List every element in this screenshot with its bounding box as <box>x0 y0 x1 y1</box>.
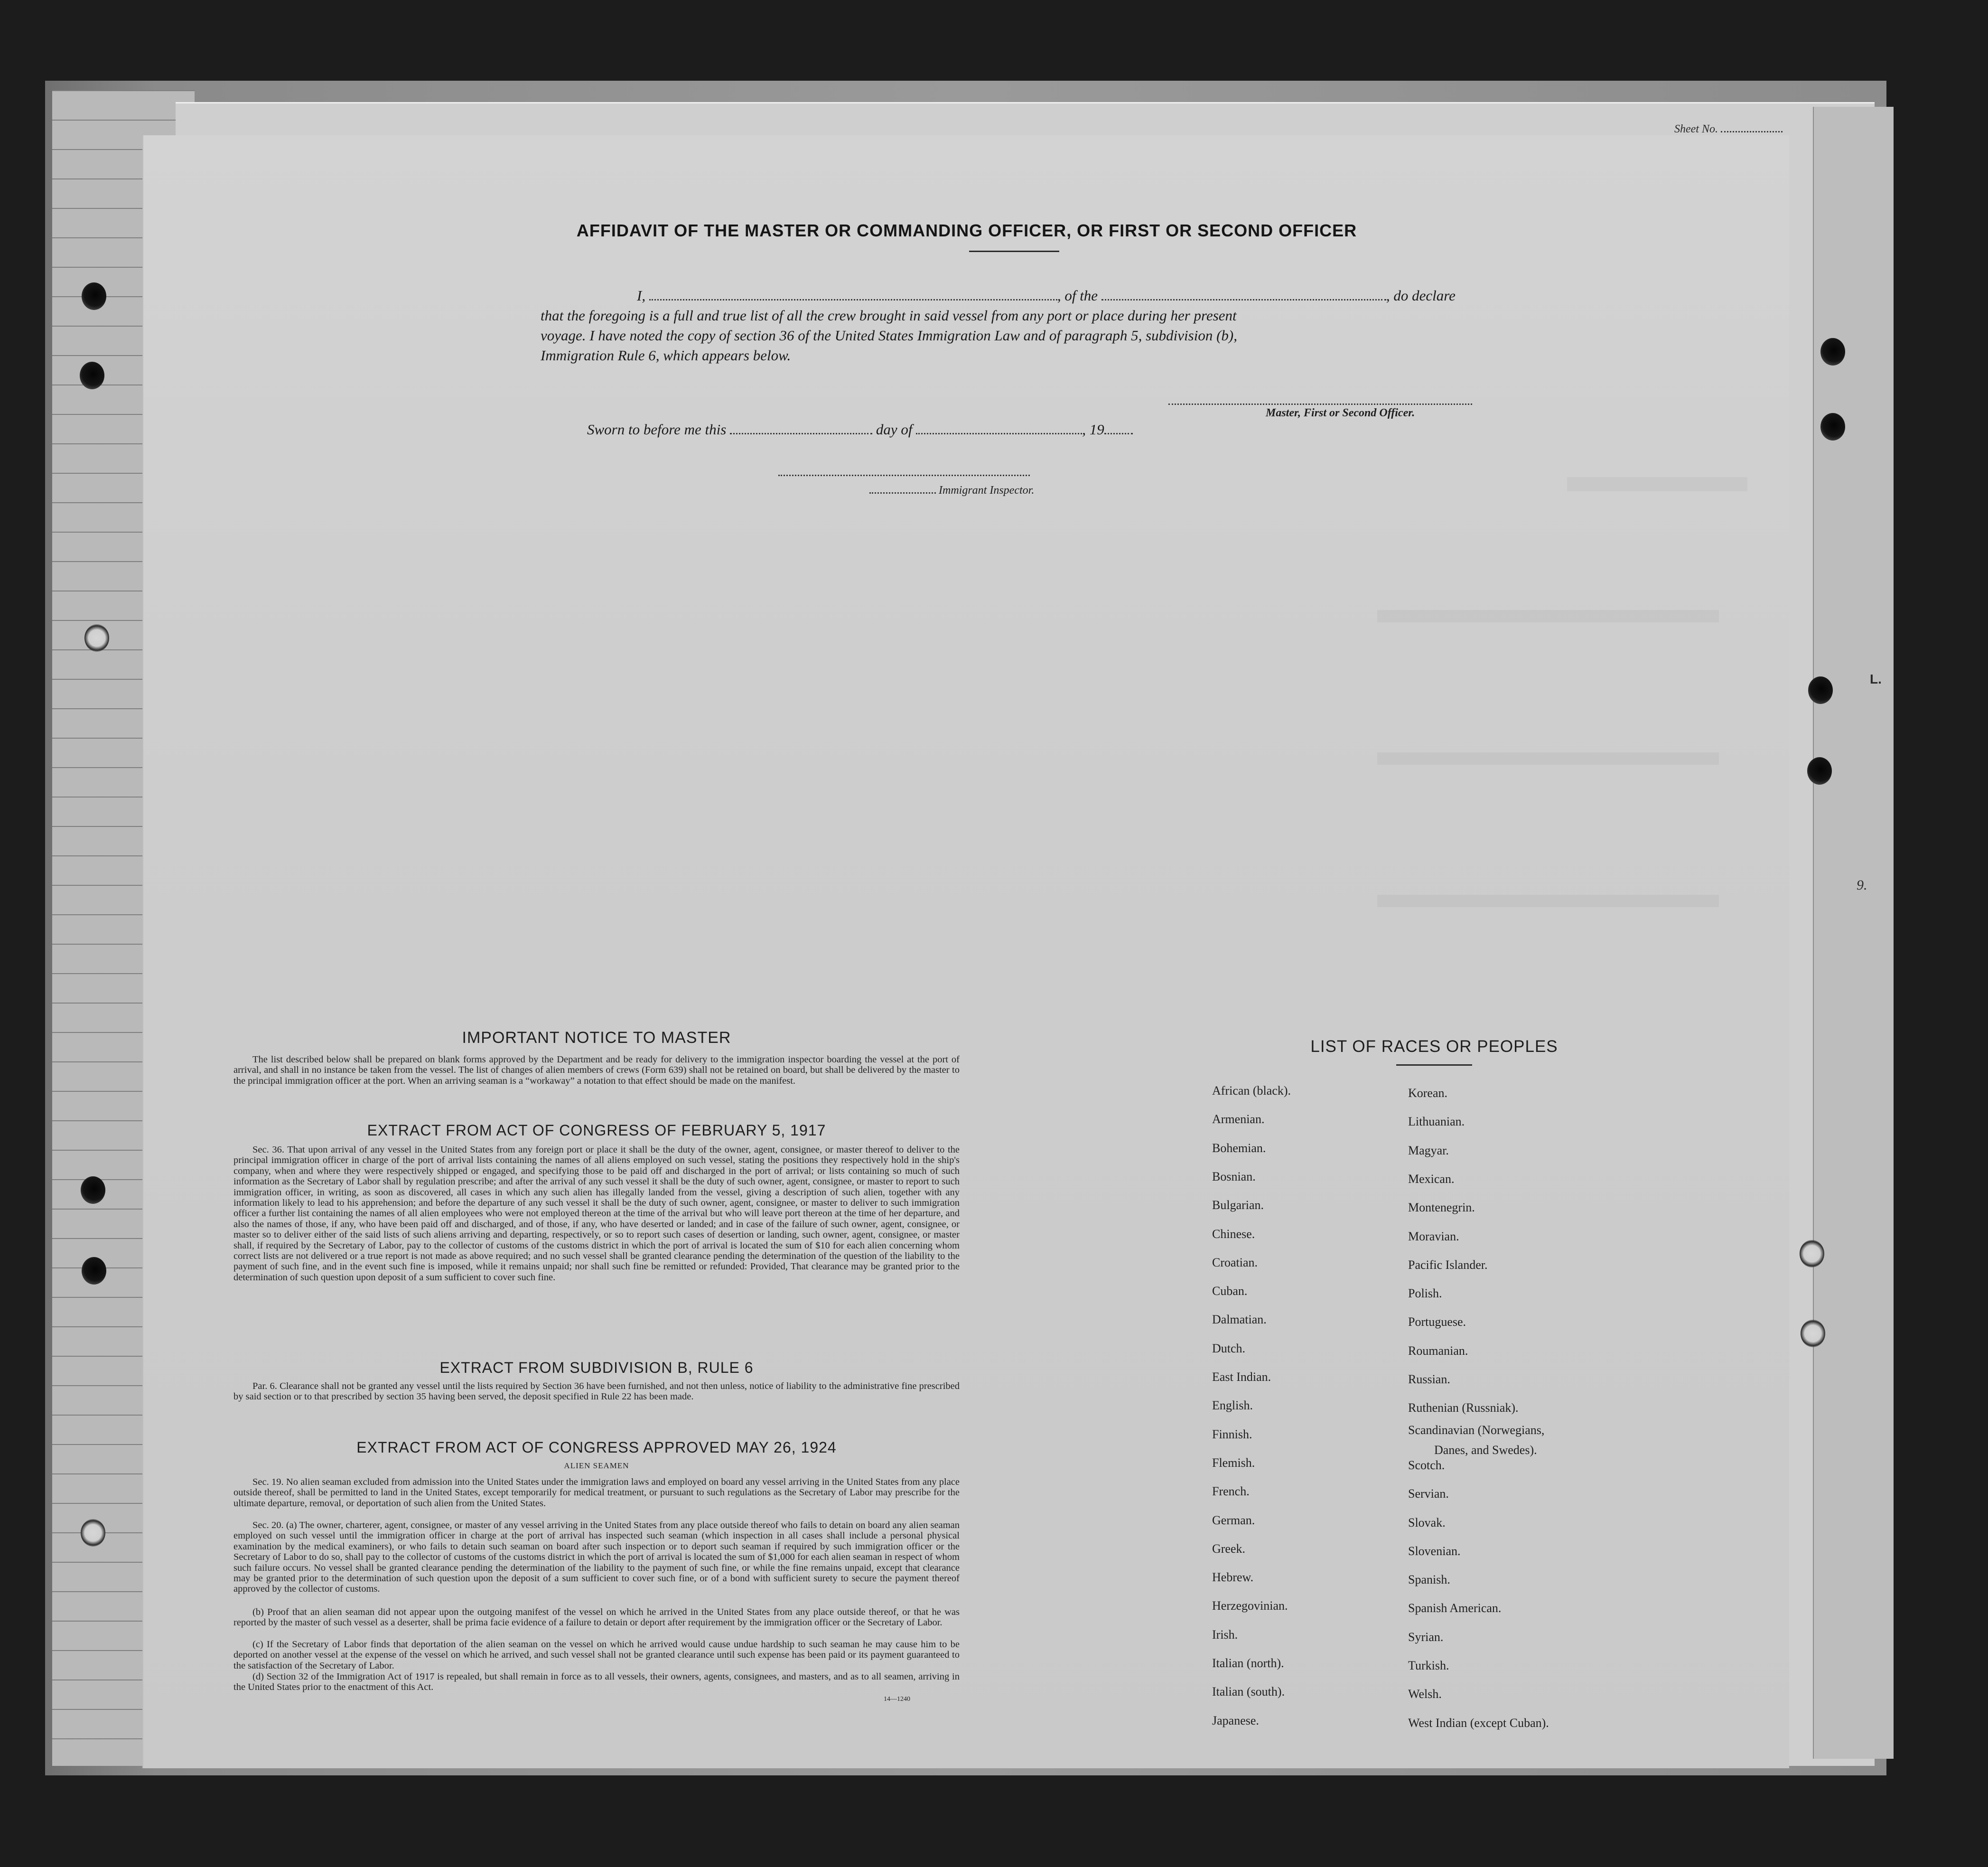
affidavit-line-2: that the foregoing is a full and true list of all the crew brought in said vessel from any port or place during her present <box>541 307 1237 324</box>
race-item: Croatian. <box>1212 1255 1258 1269</box>
extract-1917-title: EXTRACT FROM ACT OF CONGRESS OF FEBRUARY 5, 1917 <box>367 1122 826 1139</box>
race-item: Irish. <box>1212 1627 1238 1642</box>
race-item: Flemish. <box>1212 1455 1255 1470</box>
races-title: LIST OF RACES OR PEOPLES <box>1310 1037 1558 1056</box>
race-item: Portuguese. <box>1408 1315 1466 1329</box>
sheet-number-label: Sheet No. <box>1674 122 1783 136</box>
form-sheet <box>142 135 1789 1768</box>
race-item: Greek. <box>1212 1541 1246 1556</box>
punch-hole <box>82 1257 106 1285</box>
affidavit-line-4: Immigration Rule 6, which appears below. <box>541 347 791 364</box>
title-rule <box>969 251 1059 252</box>
race-item: Bohemian. <box>1212 1141 1266 1155</box>
punch-hole <box>1801 1320 1825 1347</box>
race-item: Italian (south). <box>1212 1685 1285 1699</box>
race-item: Pacific Islander. <box>1408 1257 1488 1272</box>
race-item: Chinese. <box>1212 1227 1255 1241</box>
extract-rule6-title: EXTRACT FROM SUBDIVISION B, RULE 6 <box>439 1359 754 1376</box>
race-item: Spanish American. <box>1408 1601 1502 1615</box>
race-item: Dutch. <box>1212 1341 1246 1355</box>
inspector-label: Immigrant Inspector. <box>869 484 1034 497</box>
race-item: Italian (north). <box>1212 1656 1284 1670</box>
punch-hole <box>1820 338 1845 366</box>
sec20a-text: Sec. 20. (a) The owner, charterer, agent, consignee, or master of any vessel arriving in the United States from any place outside thereof who fails to detain on board any alien seaman employed on such vessel until the immigration officer in charge at the port of arrival has inspected such seaman (which inspection in all cases shall include a personal physical examination by the medical examiners), or who fails to detain such seaman on board after such inspection or to deport such seaman if required by such immigration officer or the Secretary of Labor to do so, shall pay to the collector of customs of the customs district in which the port of arrival is located the sum of $1,000 for each alien seaman in respect of whom such failure occurs. No vessel shall be granted clearance pending the determination of the liability to the payment of such fine, or while the fine remains unpaid, except that clearance may be granted prior to the determination of such question upon the deposit of a sum sufficient to cover such fine, or of a bond with sufficient surety to secure the payment thereof approved by the collector of customs. <box>233 1520 960 1595</box>
race-item: Magyar. <box>1408 1143 1449 1157</box>
margin-mark-9: 9. <box>1857 877 1867 893</box>
extract-1917-text: Sec. 36. That upon arrival of any vessel in the United States from any foreign port or place it shall be the duty of the owner, agent, consignee, or master thereof to deliver to the principal immigration officer in charge of the port of arrival lists containing the names of all aliens employed on such vessel, stating the positions they respectively hold in the ship's company, when and where they were respectively shipped or engaged, and specifying those to be paid off and discharged in the port of arrival; or lists containing so much of such information as the Secretary of Labor shall by regulation prescribe; and after the arrival of any such vessel it shall be the duty of such owner, agent, consignee, or master to report to such immigration officer, in writing, as soon as discovered, all cases in which any such alien has illegally landed from the vessel, giving a description of such alien, together with any information likely to lead to his apprehension; and before the departure of any such vessel it shall be the duty of such owner, agent, consignee, or master to deliver to such immigration officer a further list containing the names of all alien employees who were not employed thereon at the time of the arrival but who will leave port thereon at the time of her departure, and also the names of those, if any, who have been paid off and discharged, and of those, if any, who have deserted or landed; and in case of the failure of such owner, agent, consignee, or master so to deliver either of the said lists of such aliens arriving and departing, respectively, or so to report such cases of desertion or landing, such owner, agent, consignee, or master shall, if required by the Secretary of Labor, pay to the collector of customs of the customs district in which the port of arrival is located the sum of $10 for each alien concerning whom correct lists are not delivered or a true report is not made as above required; and no such vessel shall be granted clearance pending the determination of the question of the liability to the payment of such fine, and in the event such fine is imposed, while it remains unpaid; nor shall such fine be remitted or refunded: Provided, That clearance may be granted prior to the determination of such question upon deposit of a sum sufficient to cover such fine. <box>233 1145 960 1283</box>
race-item: Syrian. <box>1408 1630 1444 1644</box>
margin-mark-l: L. <box>1870 672 1882 686</box>
affidavit-title: AFFIDAVIT OF THE MASTER OR COMMANDING OFFICER, OR FIRST OR SECOND OFFICER <box>576 221 1357 240</box>
affidavit-line-3: voyage. I have noted the copy of section 36 of the United States Immigration Law and of paragraph 5, subdivision (b), <box>541 327 1237 344</box>
race-item: Japanese. <box>1212 1713 1259 1727</box>
punch-hole <box>1808 676 1833 704</box>
sworn-line: Sworn to before me this day of , 19 <box>587 421 1133 438</box>
race-item: German. <box>1212 1513 1255 1527</box>
race-item: English. <box>1212 1398 1253 1413</box>
race-item: Hebrew. <box>1212 1570 1254 1585</box>
form-number: 14—1240 <box>884 1696 910 1703</box>
race-item: Slovak. <box>1408 1515 1446 1529</box>
race-item: Bulgarian. <box>1212 1198 1264 1212</box>
race-item: Servian. <box>1408 1487 1449 1501</box>
race-item: Cuban. <box>1212 1284 1248 1298</box>
extract-1924-title: EXTRACT FROM ACT OF CONGRESS APPROVED MAY 26, 1924 <box>356 1439 837 1456</box>
notice-title: IMPORTANT NOTICE TO MASTER <box>462 1029 731 1047</box>
affidavit-line-1: I, , of the , do declare <box>637 287 1456 304</box>
punch-hole <box>82 282 106 310</box>
race-item: East Indian. <box>1212 1370 1271 1384</box>
race-item: Korean. <box>1408 1086 1448 1100</box>
race-item: Roumanian. <box>1408 1343 1468 1358</box>
race-item: Dalmatian. <box>1212 1313 1267 1327</box>
punch-hole <box>81 1176 105 1204</box>
punch-hole <box>81 1519 105 1547</box>
race-item: Mexican. <box>1408 1172 1455 1186</box>
race-item: Moravian. <box>1408 1229 1459 1243</box>
sec20b-text: (b) Proof that an alien seaman did not appear upon the outgoing manifest of the vessel on which he arrived in the United States from any place outside thereof, or that he was reported by the master of such vessel as a deserter, shall be prima facie evidence of a failure to detain or deport after requirement by the immigration officer or the Secretary of Labor. <box>233 1607 960 1628</box>
race-item: Polish. <box>1408 1286 1442 1301</box>
race-item: Armenian. <box>1212 1112 1265 1126</box>
punch-hole <box>84 624 109 652</box>
race-item: French. <box>1212 1484 1250 1499</box>
race-item: Spanish. <box>1408 1573 1450 1587</box>
punch-hole <box>1800 1240 1824 1267</box>
punch-hole <box>80 362 104 389</box>
race-item: African (black). <box>1212 1084 1291 1098</box>
extract-rule6-text: Par. 6. Clearance shall not be granted any vessel until the lists required by Section 36 have been furnished, and not then unless, notice of liability to the administrative fine prescribed by said section or to that prescribed by section 35 having been served, the deposit specified in Rule 22 has been made. <box>233 1381 960 1402</box>
inspector-signature-line <box>778 475 1030 476</box>
notice-text: The list described below shall be prepared on blank forms approved by the Department and be ready for delivery to the immigration inspector boarding the vessel at the port of arrival, and shall in no instance be taken from the vessel. The list of changes of alien members of crews (Form 639) shall not be retained on board, but shall be delivered by the master to the principal immigration officer at the port. When an arriving seaman is a “workaway” a notation to that effect should be made on the manifest. <box>233 1054 960 1086</box>
punch-hole <box>1807 757 1832 785</box>
race-item: Slovenian. <box>1408 1544 1461 1558</box>
race-item: Montenegrin. <box>1408 1201 1475 1215</box>
race-item: West Indian (except Cuban). <box>1408 1716 1549 1730</box>
race-item: Scotch. <box>1408 1458 1445 1472</box>
race-item: Finnish. <box>1212 1427 1252 1441</box>
races-title-rule <box>1396 1064 1472 1066</box>
punch-hole <box>1820 413 1845 441</box>
sec19-text: Sec. 19. No alien seaman excluded from admission into the United States under the immigration laws and employed on board any vessel arriving in the United States from any place outside thereof, shall be permitted to land in the United States, except temporarily for medical treatment, or pursuant to such regulations as the Secretary of Labor may prescribe for the ultimate departure, removal, or deportation of such alien from the United States. <box>233 1477 960 1509</box>
race-item: Bosnian. <box>1212 1169 1256 1183</box>
race-item: Russian. <box>1408 1372 1450 1386</box>
race-item: Herzegovinian. <box>1212 1599 1288 1613</box>
master-signature-line <box>1168 403 1472 405</box>
alien-seamen-subtitle: ALIEN SEAMEN <box>564 1461 629 1470</box>
master-signature-label: Master, First or Second Officer. <box>1266 407 1415 419</box>
race-item: Scandinavian (Norwegians, <box>1408 1423 1545 1437</box>
race-item: Welsh. <box>1408 1687 1442 1701</box>
race-item: Ruthenian (Russniak). <box>1408 1401 1519 1415</box>
sec20c-text: (c) If the Secretary of Labor finds that deportation of the alien seaman on the vessel on which he arrived would cause undue hardship to such seaman he may cause him to be deported on another vessel at the expense of the vessel on which he arrived, and such vessel shall not be granted clearance until such expense has been paid or its payment guaranteed to the satisfaction of the Secretary of Labor. <box>233 1639 960 1671</box>
sec20d-text: (d) Section 32 of the Immigration Act of 1917 is repealed, but shall remain in force as to all vessels, their owners, agents, consignees, and masters, and as to all seamen, arriving in the United States prior to the enactment of this Act. <box>233 1671 960 1693</box>
race-item: Danes, and Swedes). <box>1434 1443 1537 1457</box>
race-item: Turkish. <box>1408 1659 1449 1672</box>
race-item: Lithuanian. <box>1408 1115 1465 1129</box>
